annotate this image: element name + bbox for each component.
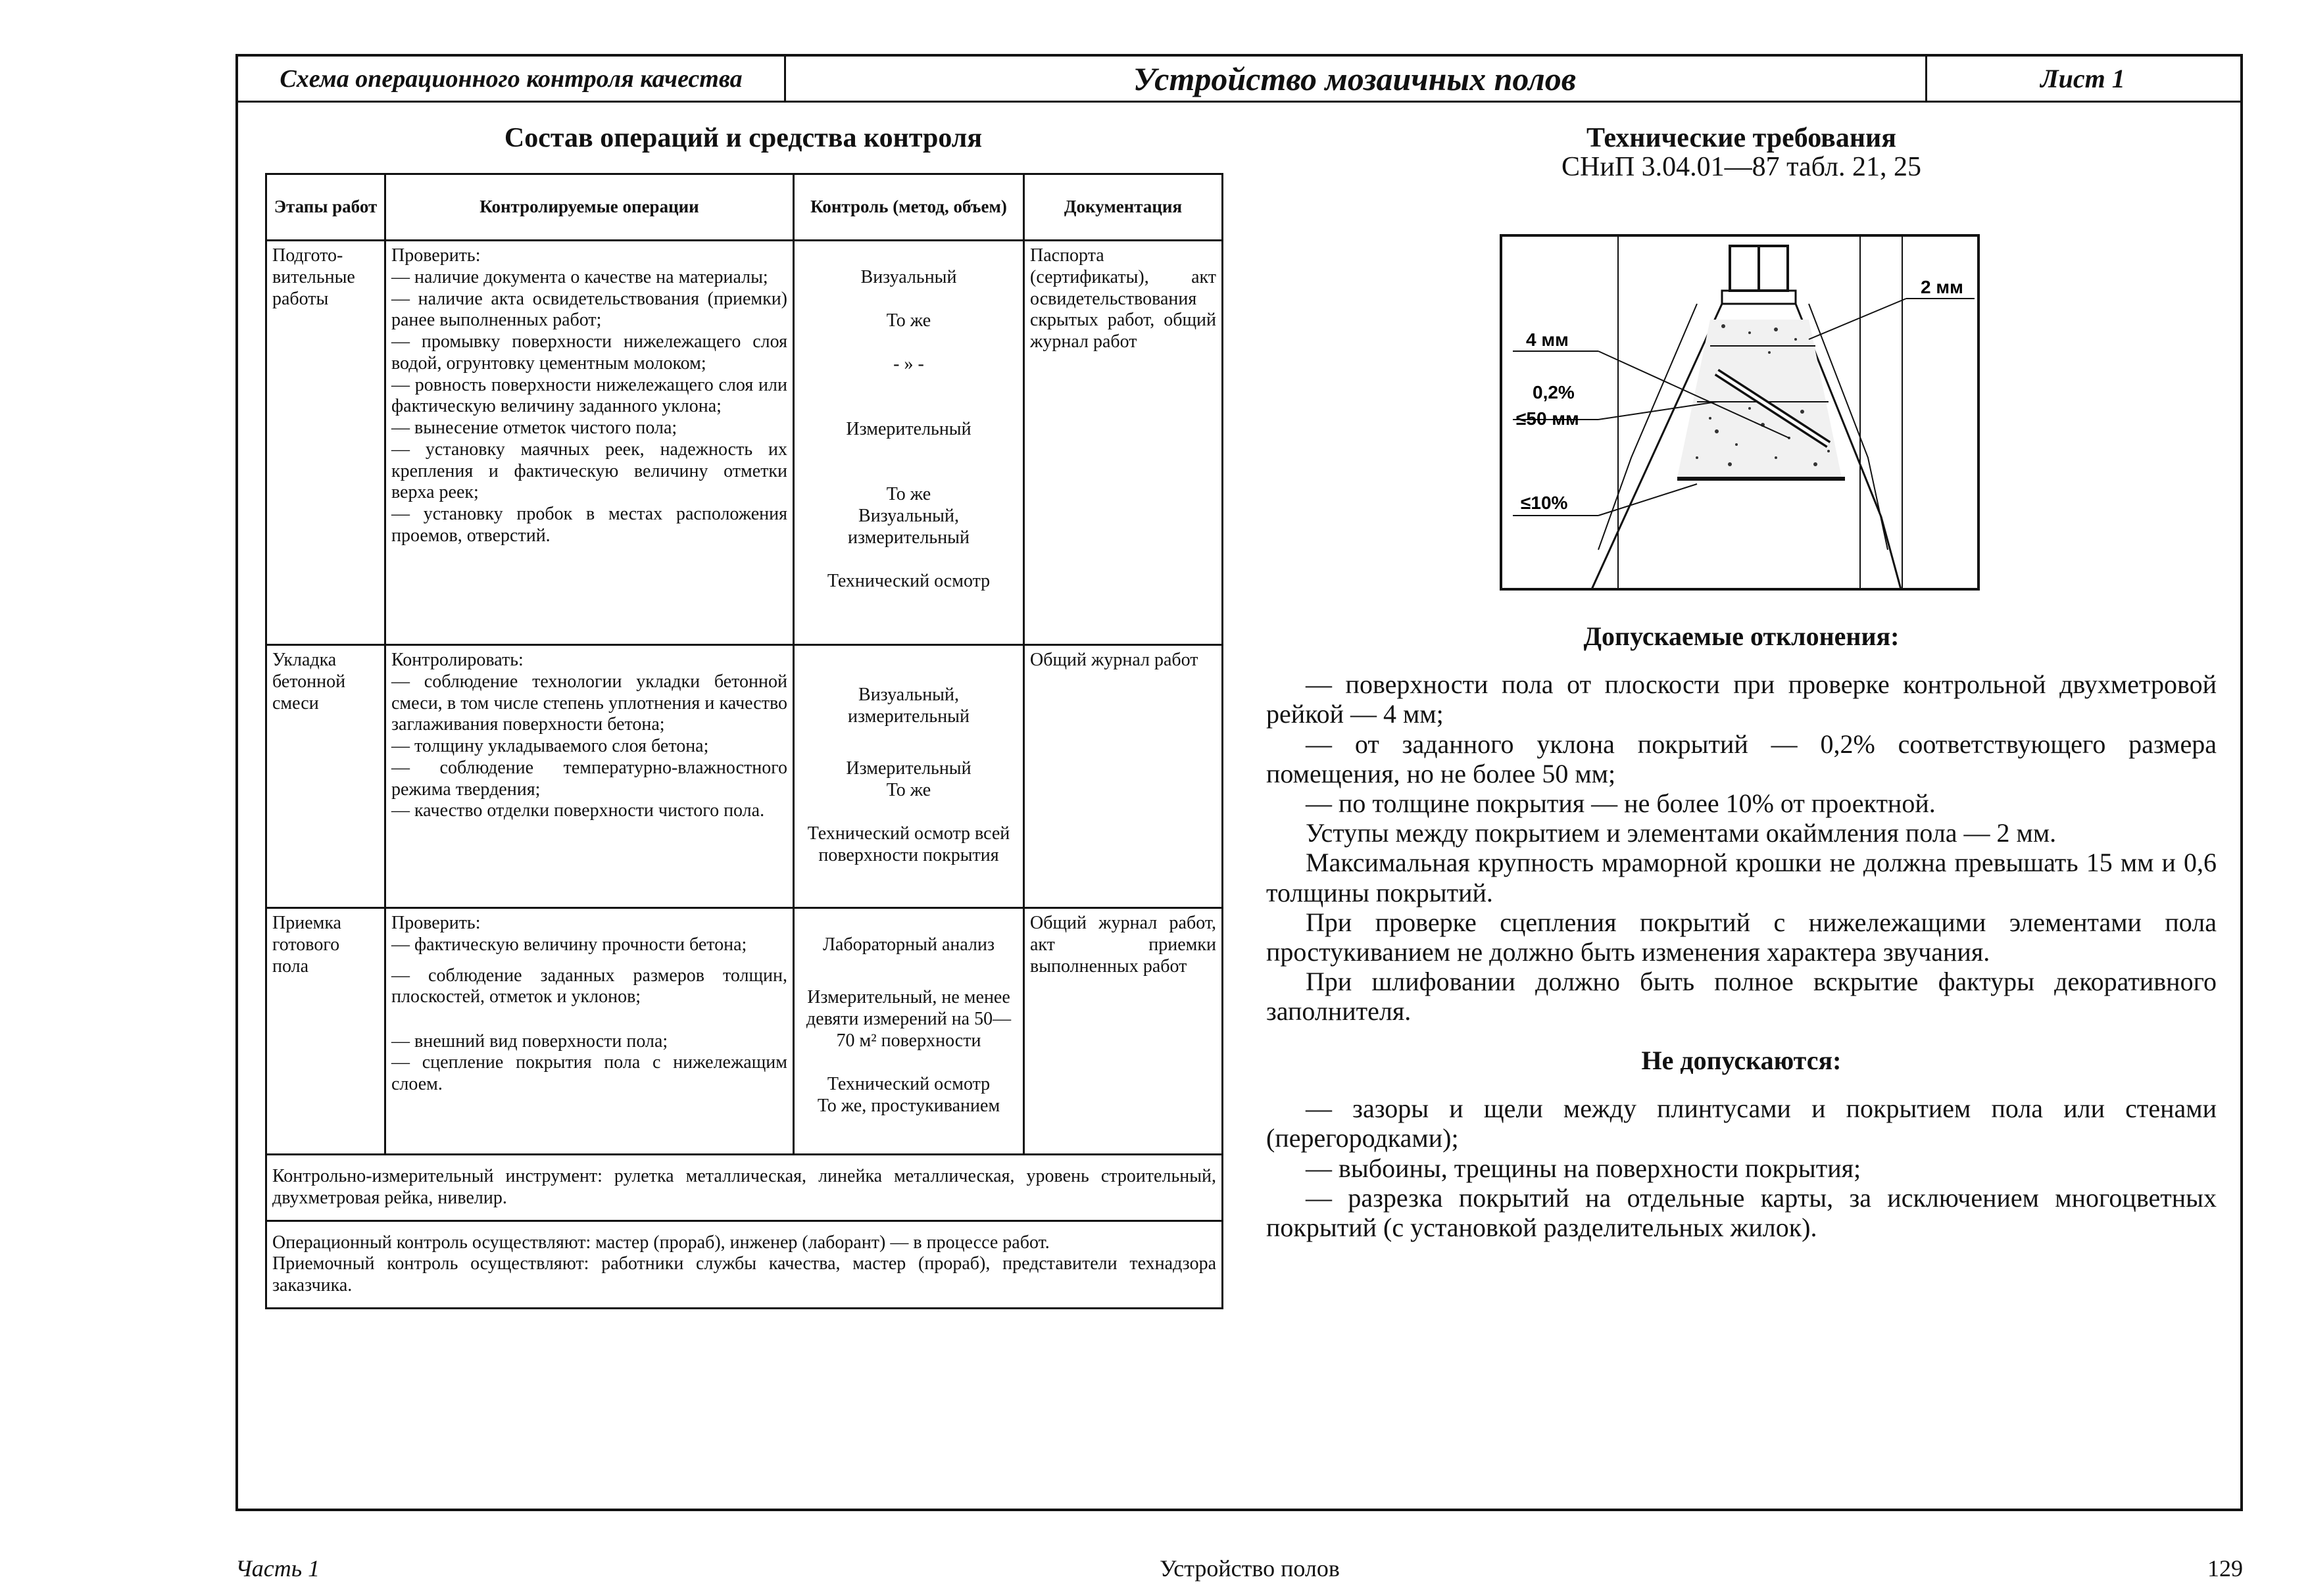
- column-header: Контроль (метод, объем): [794, 174, 1024, 241]
- operations-table: [265, 173, 1223, 1309]
- control-cell: [794, 908, 1024, 1155]
- operation-item: — фактическую величину прочности бетона;: [391, 934, 747, 955]
- operations-cell: [385, 908, 794, 1155]
- documentation-cell: Общий журнал работ, акт приемки выполненных работ: [1024, 908, 1223, 1155]
- control-method: То же, простукиванием: [817, 1096, 1000, 1116]
- header-sheet-number: Лист 1: [2040, 64, 2125, 93]
- control-method: - » -: [893, 354, 924, 374]
- operation-item: — качество отделки поверхности чистого пола.: [391, 800, 765, 821]
- deviation-item: — от заданного уклона покрытий — 0,2% соответствующего размера помещения, но не более 50 мм;: [1266, 729, 2217, 788]
- footer-section-title: Устройство полов: [1160, 1555, 1340, 1582]
- deviation-item: Максимальная крупность мраморной крошки не должна превышать 15 мм и 0,6 толщины покрытий.: [1266, 848, 2217, 907]
- operations-lead: Контролировать:: [391, 650, 524, 670]
- operation-item: — толщину укладываемого слоя бетона;: [391, 736, 709, 756]
- header-main-title: Устройство мозаичных полов: [784, 57, 1927, 101]
- operation-item: — вынесение отметок чистого пола;: [391, 418, 677, 438]
- operation-item: — наличие акта освидетельствования (приемки) ранее выполненных работ;: [391, 288, 787, 331]
- not-allowed-item: — зазоры и щели между плинтусами и покрытием пола или стенами (перегородками);: [1266, 1094, 2217, 1153]
- not-allowed-title: Не допускаются:: [1641, 1046, 1842, 1075]
- control-method: То же: [886, 780, 931, 800]
- control-method: Визуальный: [860, 267, 957, 287]
- column-header: Этапы работ: [266, 174, 385, 241]
- label-2mm: 2 мм: [1921, 277, 1963, 297]
- column-header: Контролируемые операции: [385, 174, 794, 241]
- operation-item: — сцепление покрытия пола с нижележащим слоем.: [391, 1052, 787, 1094]
- control-method: Технический осмотр: [827, 1074, 991, 1094]
- floor-tolerance-diagram: [1500, 234, 1980, 591]
- label-slope: 0,2%: [1533, 382, 1575, 402]
- deviation-item: — поверхности пола от плоскости при проверке контрольной двухметровой рейкой — 4 мм;: [1266, 669, 2217, 729]
- operation-item: — наличие документа о качестве на материалы;: [391, 266, 768, 287]
- deviations-section: [1266, 621, 2217, 1026]
- not-allowed-section: [1266, 1046, 2217, 1242]
- label-10pct: ≤10%: [1521, 493, 1568, 513]
- control-method: Визуальный, измерительный: [848, 506, 970, 548]
- documentation-cell: Паспорта (сертификаты), акт освидетельствования скрытых работ, общий журнал работ: [1024, 241, 1223, 645]
- ops-section-title: Состав операций и средства контроля: [504, 123, 983, 153]
- control-method: Измерительный, не менее девяти измерений на 50—70 м² поверхности: [806, 987, 1012, 1051]
- sheet-header: [238, 57, 2240, 103]
- operation-item: — ровность поверхности нижележащего слоя или фактическую величину заданного уклона;: [391, 374, 787, 417]
- stage-cell: Приемка готового пола: [266, 908, 385, 1155]
- footer-part: Часть 1: [235, 1555, 320, 1582]
- documentation-cell: Общий журнал работ: [1024, 645, 1223, 908]
- table-row: [266, 908, 1223, 1155]
- control-method: То же: [886, 484, 931, 504]
- control-note-cell: [266, 1221, 1223, 1308]
- operation-item: — установку пробок в местах расположения проемов, отверстий.: [391, 504, 787, 546]
- operations-cell: [385, 241, 794, 645]
- tech-req-subtitle: СНиП 3.04.01—87 табл. 21, 25: [1561, 152, 1921, 182]
- operations-cell: [385, 645, 794, 908]
- control-method: Визуальный, измерительный: [848, 685, 970, 727]
- control-method: Технический осмотр всей поверхности покрытия: [807, 823, 1010, 865]
- control-method: Измерительный: [846, 419, 971, 439]
- not-allowed-item: — выбоины, трещины на поверхности покрытия;: [1306, 1153, 1861, 1183]
- deviation-item: При проверке сцепления покрытий с нижележащими элементами пола простукиванием не должно быть изменения характера звучания.: [1266, 907, 2217, 967]
- deviation-item: При шлифовании должно быть полное вскрытие фактуры декоративного заполнителя.: [1266, 967, 2217, 1027]
- deviation-item: — по толщине покрытия — не более 10% от проектной.: [1306, 788, 1936, 818]
- label-4mm: 4 мм: [1526, 329, 1569, 350]
- column-header: Документация: [1024, 174, 1223, 241]
- label-50mm: ≤50 мм: [1516, 408, 1579, 429]
- deviations-title: Допускаемые отклонения:: [1583, 621, 1900, 651]
- stage-cell: Укладка бетонной смеси: [266, 645, 385, 908]
- operation-item: — внешний вид поверхности пола;: [391, 1030, 668, 1052]
- operation-item: — соблюдение технологии укладки бетонной смеси, в том числе степень уплотнения и качество заглаживания поверхности бетона;: [391, 671, 787, 735]
- table-row: [266, 1221, 1223, 1308]
- tech-req-title: Технические требования: [1586, 123, 1896, 153]
- control-cell: [794, 645, 1024, 908]
- instruments-note: Контрольно-измерительный инструмент: рулетка металлическая, линейка металлическая, уровень строительный, двухметровая рейка, нивелир.: [266, 1155, 1223, 1221]
- operational-control-note: Операционный контроль осуществляют: мастер (прораб), инженер (лаборант) — в процессе работ.: [272, 1232, 1050, 1253]
- control-cell: [794, 241, 1024, 645]
- stage-cell: Подгото-вительные работы: [266, 241, 385, 645]
- page-number: 129: [2207, 1555, 2243, 1582]
- not-allowed-item: — разрезка покрытий на отдельные карты, за исключением многоцветных покрытий (с установкой разделительных жилок).: [1266, 1182, 2217, 1242]
- table-row: [266, 1155, 1223, 1221]
- header-scheme-title: Схема операционного контроля качества: [238, 57, 786, 101]
- operation-item: — установку маячных реек, надежность их крепления и фактическую величину отметки верха реек;: [391, 439, 787, 503]
- table-header-row: [266, 174, 1223, 241]
- table-row: [266, 645, 1223, 908]
- table-row: [266, 241, 1223, 645]
- operations-lead: Проверить:: [391, 245, 481, 266]
- acceptance-control-note: Приемочный контроль осуществляют: работники службы качества, мастер (прораб), представители технадзора заказчика.: [272, 1253, 1216, 1295]
- control-method: Лабораторный анализ: [822, 934, 995, 955]
- operations-lead: Проверить:: [391, 913, 481, 933]
- deviation-item: Уступы между покрытием и элементами окаймления пола — 2 мм.: [1306, 818, 2057, 848]
- operation-item: — промывку поверхности нижележащего слоя водой, огрунтовку цементным молоком;: [391, 331, 787, 374]
- control-method: Технический осмотр: [827, 571, 991, 591]
- control-method: То же: [886, 310, 931, 331]
- operation-item: — соблюдение заданных размеров толщин, плоскостей, отметок и уклонов;: [391, 965, 787, 1007]
- operation-item: — соблюдение температурно-влажностного режима твердения;: [391, 757, 787, 800]
- control-method: Измерительный: [846, 758, 971, 779]
